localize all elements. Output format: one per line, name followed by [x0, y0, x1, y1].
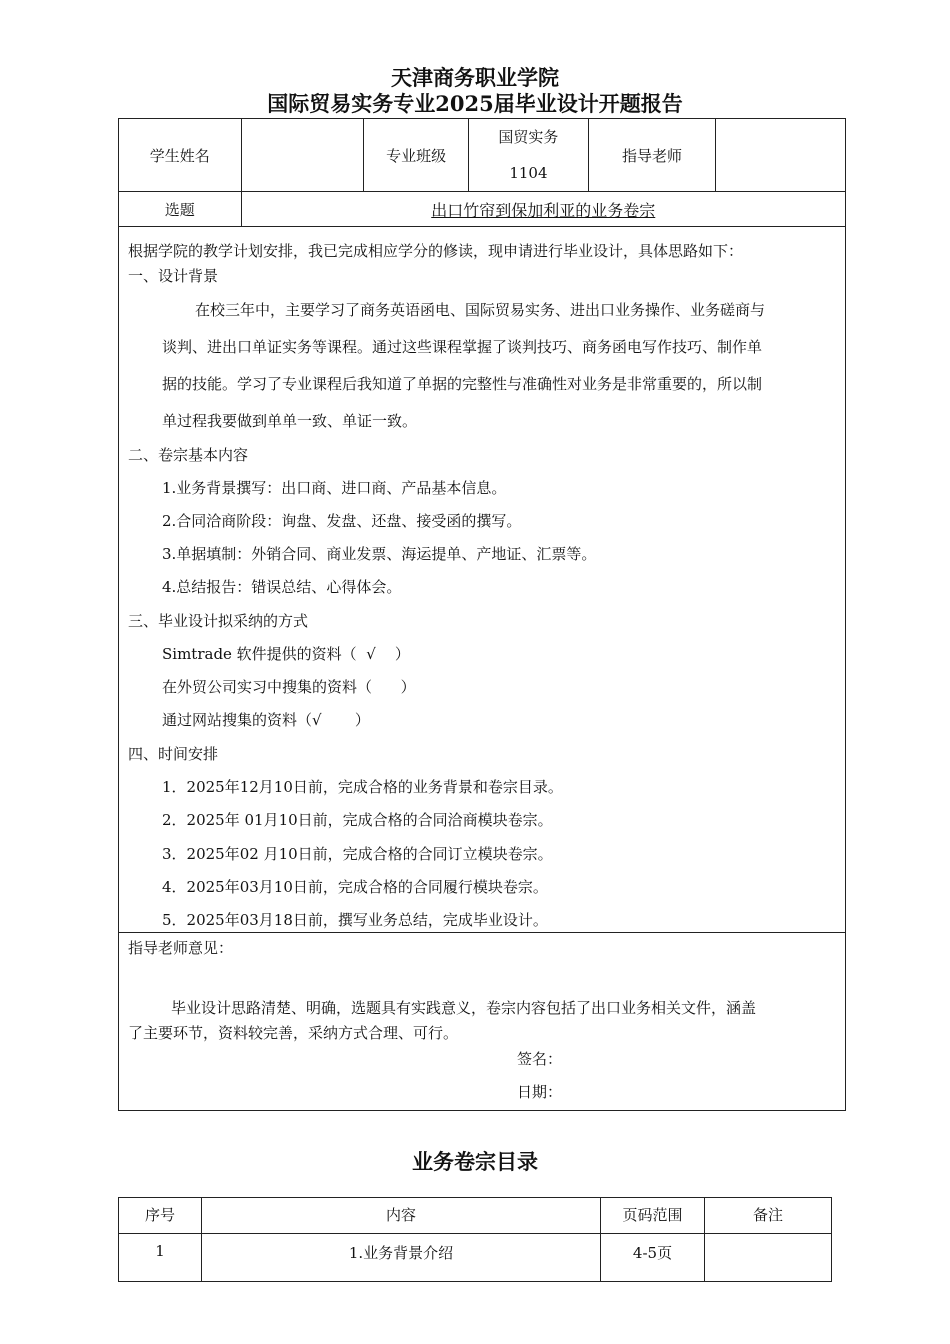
- info-row: [119, 119, 846, 192]
- table-row: [119, 1234, 832, 1282]
- topic-value: 出口竹帘到保加利亚的业务卷宗: [431, 200, 656, 220]
- student-name-label: 学生姓名: [119, 119, 242, 192]
- toc-table: [118, 1197, 832, 1282]
- student-name-value: [241, 119, 364, 192]
- toc-cell-content: 1.业务背景介绍: [202, 1234, 601, 1282]
- proposal-table: [118, 118, 846, 1111]
- advisor-opinion-row: [119, 933, 846, 1111]
- section2-item: 4.总结报告：错误总结、心得体会。: [162, 578, 402, 596]
- section4-item: 3．2025年02 月10日前，完成合格的合同订立模块卷宗。: [162, 845, 553, 863]
- class-label: 专业班级: [364, 119, 469, 192]
- topic-value-cell: [241, 192, 845, 227]
- advisor-value: [716, 119, 846, 192]
- toc-header-cell: 序号: [119, 1198, 202, 1234]
- class-value-line1: 国贸实务: [498, 128, 559, 146]
- section3-item: 通过网站搜集的资料（√ ）: [162, 711, 370, 729]
- advisor-opinion-text: 了主要环节，资料较完善，采纳方式合理、可行。: [128, 1024, 459, 1042]
- section1-line: 单过程我要做到单单一致、单证一致。: [162, 412, 418, 430]
- plan-cell: [119, 227, 846, 933]
- toc-cell-index: 1: [119, 1234, 202, 1282]
- section1-line: 谈判、进出口单证实务等课程。通过这些课程掌握了谈判技巧、商务函电写作技巧、制作单: [162, 338, 763, 356]
- advisor-opinion-label: 指导老师意见：: [128, 939, 234, 957]
- advisor-opinion-cell: [119, 933, 846, 1111]
- plan-row: [119, 227, 846, 933]
- sign-label: 签名：: [517, 1050, 563, 1068]
- section3-title: 三、毕业设计拟采纳的方式: [128, 612, 309, 630]
- toc-title: 业务卷宗目录: [412, 1149, 538, 1174]
- toc-cell-pages: 4-5页: [601, 1234, 705, 1282]
- section4-item: 4．2025年03月10日前，完成合格的合同履行模块卷宗。: [162, 878, 548, 896]
- topic-label: 选题: [119, 192, 242, 227]
- school-name: 天津商务职业学院: [391, 65, 559, 90]
- toc-header-cell: 内容: [202, 1198, 601, 1234]
- section4-item: 1．2025年12月10日前，完成合格的业务背景和卷宗目录。: [162, 778, 563, 796]
- report-title: 国际贸易实务专业2025届毕业设计开题报告: [267, 91, 683, 116]
- advisor-opinion-text: 毕业设计思路清楚、明确，选题具有实践意义，卷宗内容包括了出口业务相关文件，涵盖: [171, 999, 757, 1017]
- section1-line: 在校三年中，主要学习了商务英语函电、国际贸易实务、进出口业务操作、业务磋商与: [195, 301, 766, 319]
- topic-row: [119, 192, 846, 227]
- class-value-line2: 1104: [509, 164, 548, 182]
- section2-item: 2.合同洽商阶段：询盘、发盘、还盘、接受函的撰写。: [162, 512, 522, 530]
- toc-header-cell: 备注: [705, 1198, 832, 1234]
- date-label: 日期：: [517, 1083, 563, 1101]
- section4-item: 2．2025年 01月10日前，完成合格的合同洽商模块卷宗。: [162, 811, 553, 829]
- section2-title: 二、卷宗基本内容: [128, 446, 249, 464]
- toc-header-cell: 页码范围: [601, 1198, 705, 1234]
- section3-item: Simtrade 软件提供的资料（ √ ）: [162, 645, 410, 663]
- plan-intro: 根据学院的教学计划安排，我已完成相应学分的修读，现申请进行毕业设计，具体思路如下：: [128, 242, 744, 260]
- advisor-label: 指导老师: [588, 119, 716, 192]
- section4-title: 四、时间安排: [128, 745, 219, 763]
- section2-item: 1.业务背景撰写：出口商、进口商、产品基本信息。: [162, 479, 507, 497]
- toc-cell-note: [705, 1234, 832, 1282]
- section2-item: 3.单据填制：外销合同、商业发票、海运提单、产地证、汇票等。: [162, 545, 597, 563]
- section1-title: 一、设计背景: [128, 267, 219, 285]
- section3-item: 在外贸公司实习中搜集的资料（ ）: [162, 678, 416, 696]
- section1-line: 据的技能。学习了专业课程后我知道了单据的完整性与准确性对业务是非常重要的，所以制: [162, 375, 763, 393]
- section4-item: 5．2025年03月18日前，撰写业务总结，完成毕业设计。: [162, 911, 548, 929]
- class-value: [469, 119, 588, 192]
- toc-header-row: [119, 1198, 832, 1234]
